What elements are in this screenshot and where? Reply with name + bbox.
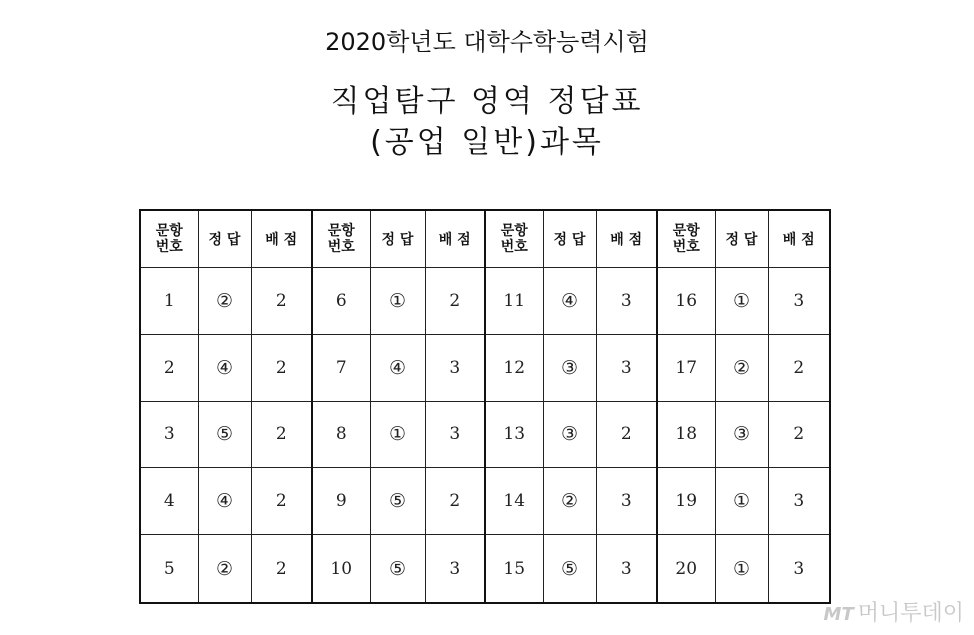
table-row xyxy=(140,535,830,603)
question-number-cell: 11 xyxy=(485,268,543,335)
header-answer: 정 답 xyxy=(198,210,251,268)
question-number-cell: 5 xyxy=(140,535,198,603)
answer-key-table xyxy=(139,209,831,604)
answer-cell: ④ xyxy=(198,334,251,401)
points-cell: 2 xyxy=(425,268,485,335)
answer-cell: ③ xyxy=(715,401,768,468)
header-question-number-line2: 번호 xyxy=(327,239,355,255)
header-row xyxy=(140,210,830,268)
answer-cell: ④ xyxy=(543,268,596,335)
header-points: 배 점 xyxy=(251,210,312,268)
points-cell: 2 xyxy=(251,535,312,603)
answer-cell: ③ xyxy=(543,401,596,468)
question-number-cell: 16 xyxy=(657,268,715,335)
question-number-cell: 3 xyxy=(140,401,198,468)
answer-cell: ⑤ xyxy=(198,401,251,468)
header-answer: 정 답 xyxy=(543,210,596,268)
header-question-number-line1: 문항 xyxy=(155,223,183,239)
table-row xyxy=(140,468,830,535)
answer-cell: ① xyxy=(370,401,425,468)
table-row xyxy=(140,334,830,401)
points-cell: 3 xyxy=(425,401,485,468)
points-cell: 3 xyxy=(425,535,485,603)
points-cell: 3 xyxy=(768,268,830,335)
subject-title: 직업탐구 영역 정답표 xyxy=(330,84,644,119)
answer-cell: ④ xyxy=(370,334,425,401)
points-cell: 3 xyxy=(425,334,485,401)
answer-cell: ① xyxy=(715,268,768,335)
question-number-cell: 15 xyxy=(485,535,543,603)
question-number-cell: 8 xyxy=(312,401,370,468)
answer-cell: ② xyxy=(715,334,768,401)
answer-cell: ① xyxy=(370,268,425,335)
answer-cell: ① xyxy=(715,468,768,535)
question-number-cell: 19 xyxy=(657,468,715,535)
answer-cell: ② xyxy=(198,535,251,603)
question-number-cell: 18 xyxy=(657,401,715,468)
answer-cell: ② xyxy=(543,468,596,535)
points-cell: 3 xyxy=(596,268,657,335)
subject-subtitle: (공업 일반)과목 xyxy=(370,125,604,160)
header-question-number xyxy=(657,210,715,268)
points-cell: 2 xyxy=(425,468,485,535)
points-cell: 3 xyxy=(596,535,657,603)
question-number-cell: 20 xyxy=(657,535,715,603)
points-cell: 2 xyxy=(251,334,312,401)
answer-cell: ⑤ xyxy=(370,535,425,603)
points-cell: 3 xyxy=(768,468,830,535)
watermark-logo-mark: MT xyxy=(823,604,854,625)
question-number-cell: 7 xyxy=(312,334,370,401)
answer-cell: ⑤ xyxy=(370,468,425,535)
table-body xyxy=(140,268,830,604)
header-question-number-line1: 문항 xyxy=(500,223,528,239)
points-cell: 2 xyxy=(251,468,312,535)
header-question-number-line1: 문항 xyxy=(327,223,355,239)
exam-title: 2020학년도 대학수학능력시험 xyxy=(325,28,649,56)
answer-cell: ② xyxy=(198,268,251,335)
question-number-cell: 1 xyxy=(140,268,198,335)
question-number-cell: 17 xyxy=(657,334,715,401)
points-cell: 3 xyxy=(596,468,657,535)
question-number-cell: 10 xyxy=(312,535,370,603)
question-number-cell: 4 xyxy=(140,468,198,535)
points-cell: 2 xyxy=(251,401,312,468)
table-row xyxy=(140,401,830,468)
header-question-number xyxy=(485,210,543,268)
header-question-number-line2: 번호 xyxy=(155,239,183,255)
question-number-cell: 12 xyxy=(485,334,543,401)
answer-cell: ① xyxy=(715,535,768,603)
header-points: 배 점 xyxy=(768,210,830,268)
question-number-cell: 6 xyxy=(312,268,370,335)
header-points: 배 점 xyxy=(425,210,485,268)
header-question-number xyxy=(140,210,198,268)
header-question-number xyxy=(312,210,370,268)
header-question-number-line2: 번호 xyxy=(672,239,700,255)
header-question-number-line2: 번호 xyxy=(500,239,528,255)
header-answer: 정 답 xyxy=(370,210,425,268)
watermark-text: 머니투데이 xyxy=(857,601,964,626)
watermark xyxy=(824,596,964,627)
answer-cell: ③ xyxy=(543,334,596,401)
question-number-cell: 13 xyxy=(485,401,543,468)
points-cell: 3 xyxy=(596,334,657,401)
question-number-cell: 9 xyxy=(312,468,370,535)
header-question-number-line1: 문항 xyxy=(672,223,700,239)
points-cell: 2 xyxy=(768,334,830,401)
header-answer: 정 답 xyxy=(715,210,768,268)
points-cell: 2 xyxy=(251,268,312,335)
question-number-cell: 14 xyxy=(485,468,543,535)
header-points: 배 점 xyxy=(596,210,657,268)
answer-cell: ⑤ xyxy=(543,535,596,603)
table-row xyxy=(140,268,830,335)
points-cell: 3 xyxy=(768,535,830,603)
points-cell: 2 xyxy=(596,401,657,468)
question-number-cell: 2 xyxy=(140,334,198,401)
answer-cell: ④ xyxy=(198,468,251,535)
points-cell: 2 xyxy=(768,401,830,468)
